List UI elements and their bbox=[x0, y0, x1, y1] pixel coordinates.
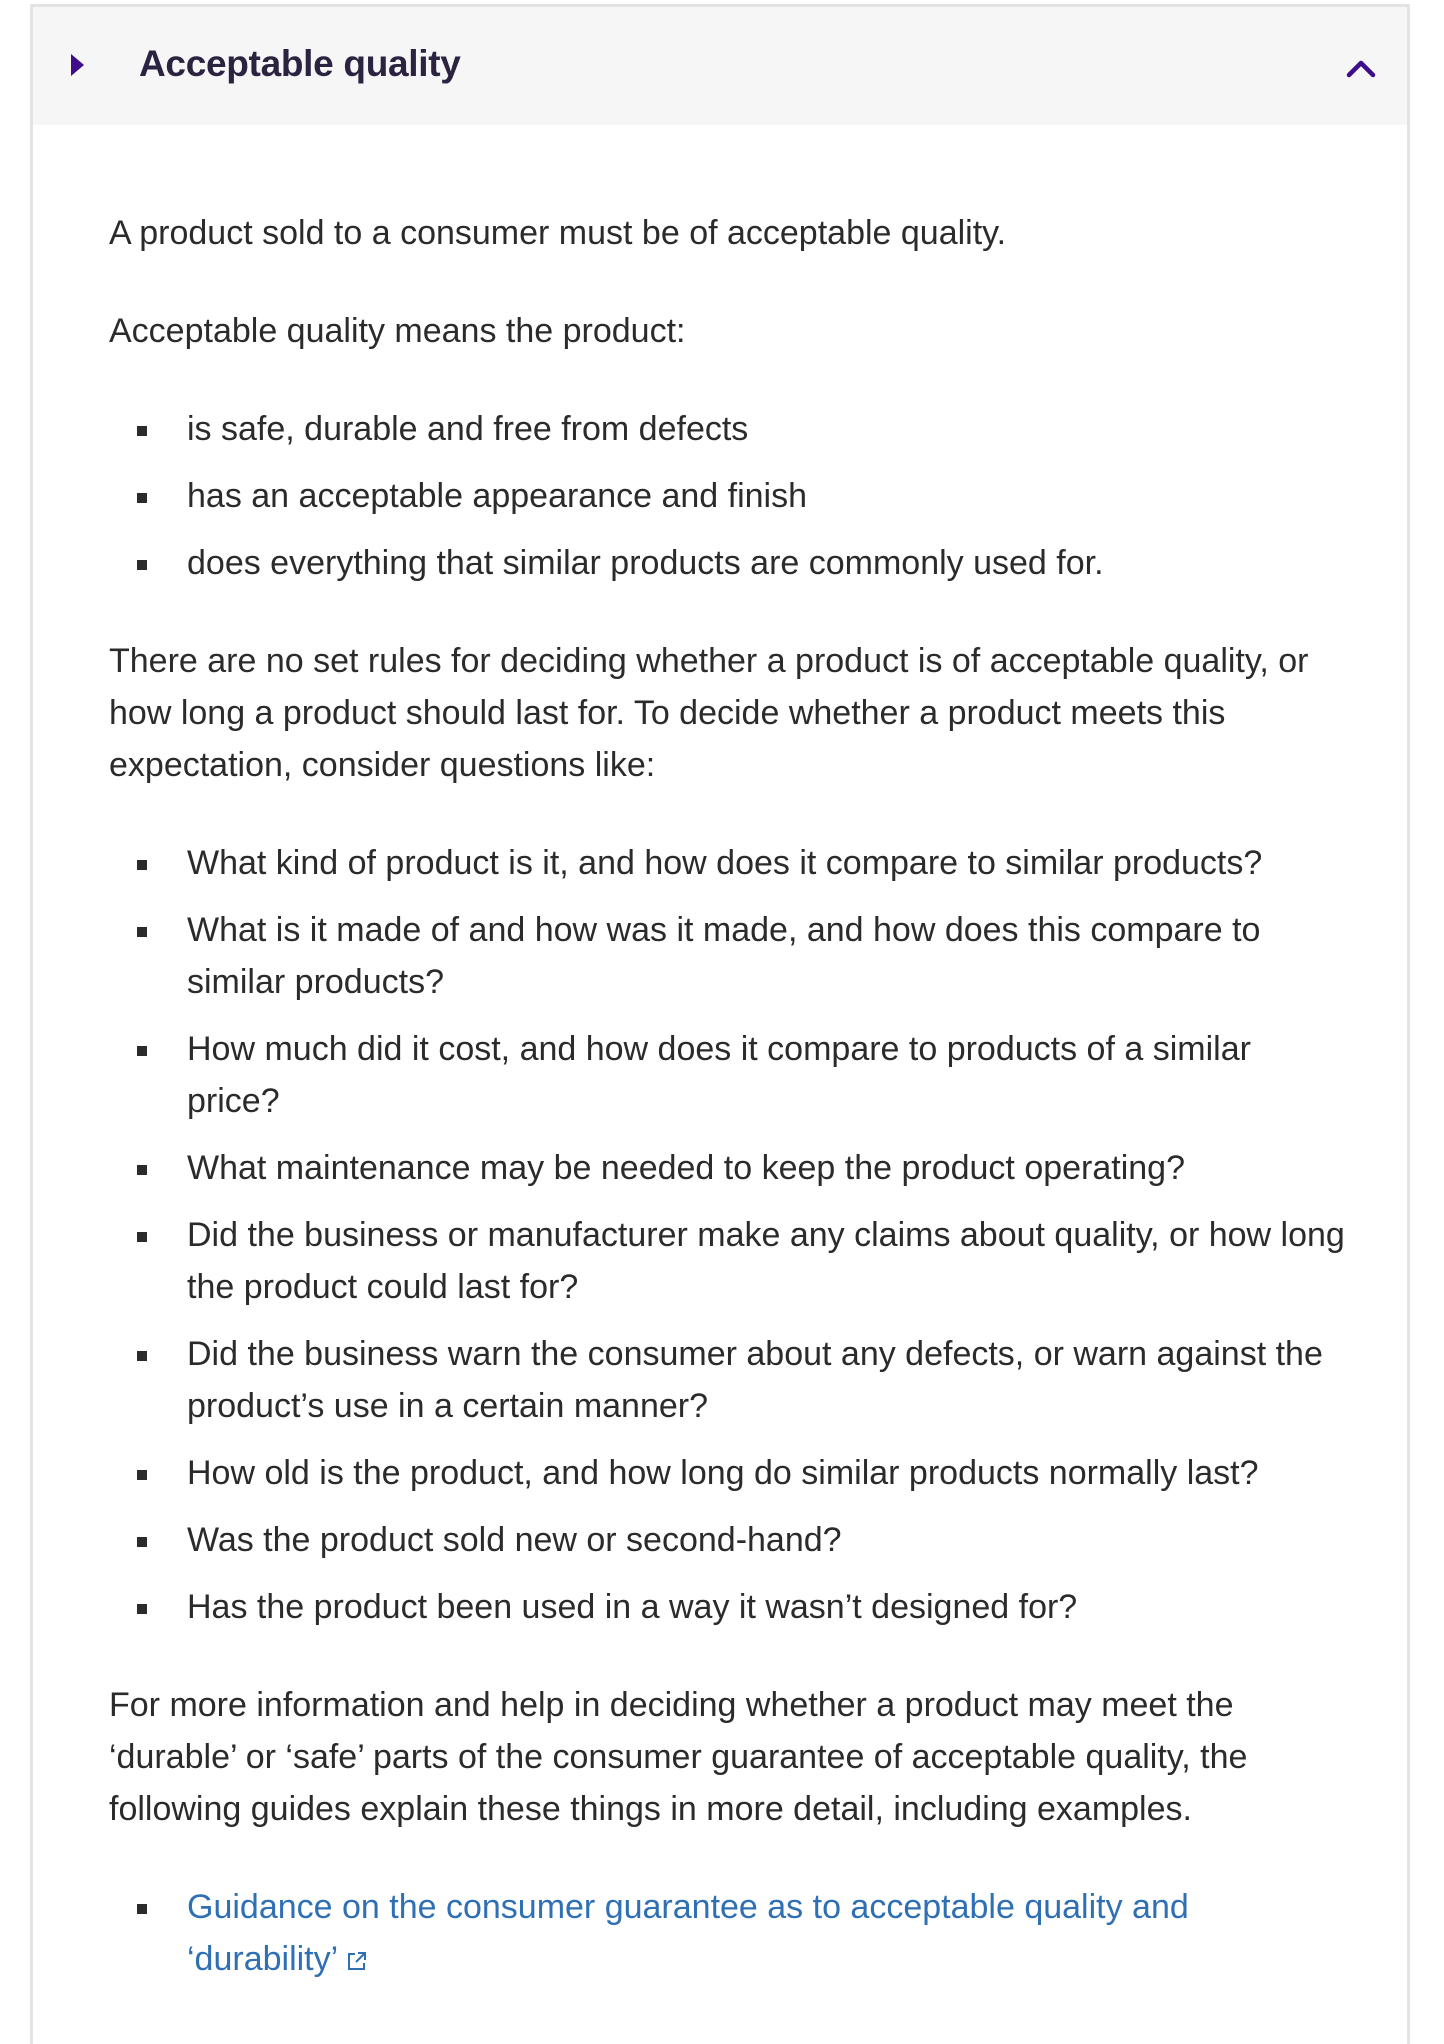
accordion-title: Acceptable quality bbox=[139, 43, 461, 84]
list-item: Did the business warn the consumer about any defects, or warn against the product’s use in a certain manner? bbox=[109, 1328, 1347, 1432]
means-heading: Acceptable quality means the product: bbox=[109, 312, 686, 350]
list-item: What is it made of and how was it made, and how does this compare to similar products? bbox=[109, 904, 1347, 1008]
list-item: What kind of product is it, and how does it compare to similar products? bbox=[109, 837, 1347, 889]
accordion-body bbox=[33, 125, 1407, 1985]
caret-right-icon bbox=[71, 54, 84, 76]
list-item: How much did it cost, and how does it compare to products of a similar price? bbox=[109, 1023, 1347, 1127]
list-item: Has the product been used in a way it wasn’t designed for? bbox=[109, 1581, 1347, 1633]
list-item: What maintenance may be needed to keep the product operating? bbox=[109, 1142, 1347, 1194]
guide-list-item bbox=[109, 1881, 1347, 1985]
guides-list bbox=[109, 1881, 1347, 1985]
list-item: Did the business or manufacturer make any claims about quality, or how long the product could last for? bbox=[109, 1209, 1347, 1313]
means-list bbox=[109, 403, 1347, 589]
list-item: is safe, durable and free from defects bbox=[109, 403, 1347, 455]
list-item: does everything that similar products are commonly used for. bbox=[109, 537, 1347, 589]
external-link-icon bbox=[346, 1950, 368, 1972]
accordion-acceptable-quality bbox=[30, 4, 1410, 2044]
no-rules-paragraph: There are no set rules for deciding whether a product is of acceptable quality, or how long a product should last for. To decide whether a product meets this expectation, consider questions like: bbox=[109, 642, 1309, 784]
accordion-header[interactable] bbox=[33, 7, 1407, 125]
list-item: Was the product sold new or second-hand? bbox=[109, 1514, 1347, 1566]
questions-list bbox=[109, 837, 1347, 1633]
chevron-up-icon[interactable] bbox=[1343, 51, 1379, 87]
intro-paragraph: A product sold to a consumer must be of acceptable quality. bbox=[109, 214, 1007, 252]
list-item: has an acceptable appearance and finish bbox=[109, 470, 1347, 522]
list-item: How old is the product, and how long do similar products normally last? bbox=[109, 1447, 1347, 1499]
more-info-paragraph: For more information and help in deciding whether a product may meet the ‘durable’ or ‘safe’ parts of the consumer guarantee of acceptable quality, the following guides explain these things in more detail, including examples. bbox=[109, 1686, 1248, 1828]
guide-link-durability[interactable] bbox=[187, 1888, 1189, 1978]
guide-link-label: Guidance on the consumer guarantee as to acceptable quality and ‘durability’ bbox=[187, 1888, 1189, 1978]
